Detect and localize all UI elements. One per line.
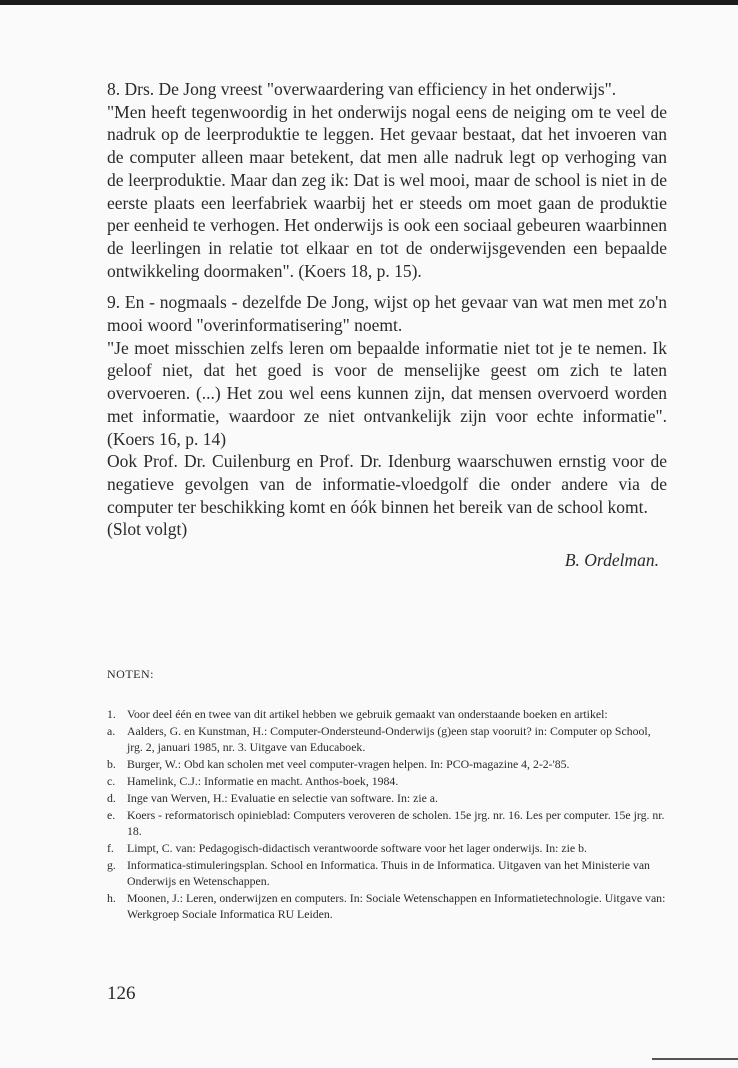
- note-item: [107, 756, 667, 772]
- bottom-edge-mark: [652, 1058, 738, 1060]
- notes-heading: NOTEN:: [107, 667, 154, 681]
- quote-de-jong-efficiency: "Men heeft tegenwoordig in het onderwijs nogal eens de neiging om te veel de nadruk op de leerproduktie te leggen. Het gevaar bestaat, dat het invoeren van de computer alleen maar betekent, dat men alle nadruk legt op verhoging van de leerproduktie. Maar dan zeg ik: Dat is wel mooi, maar de school is niet in de eerste plaats een leerfabriek waarbij het er steeds om moet gaan de produktie per eenheid te verhogen. Het onderwijs is ook een sociaal gebeuren waarbinnen de leerlingen in relatie tot elkaar en tot de onderwijsgevenden een bepaalde ontwikkeling doormaken". (Koers 18, p. 15).: [107, 101, 667, 281]
- note-item: [107, 807, 667, 839]
- note-text: Burger, W.: Obd kan scholen met veel computer-vragen helpen. In: PCO-magazine 4, 2-2-'85.: [127, 757, 570, 771]
- note-item: [107, 890, 667, 922]
- note-marker: a.: [107, 724, 116, 738]
- note-marker: d.: [107, 791, 116, 805]
- note-text: Limpt, C. van: Pedagogisch-didactisch verantwoorde software voor het lager onderwijs. In: zie b.: [127, 841, 587, 855]
- note-text: Inge van Werven, H.: Evaluatie en selectie van software. In: zie a.: [127, 791, 438, 805]
- paragraph-point-9: 9. En - nogmaals - dezelfde De Jong, wijst op het gevaar van wat men met zo'n mooi woord "overinformatisering" noemt.: [107, 292, 667, 336]
- note-marker: e.: [107, 808, 116, 822]
- note-text: Koers - reformatorisch opinieblad: Computers veroveren de scholen. 15e jrg. nr. 16. Les per computer. 15e jrg. nr. 18.: [127, 808, 665, 838]
- note-item: [107, 840, 667, 856]
- note-item: [107, 723, 667, 755]
- article-body: [107, 78, 667, 571]
- notes-list: [107, 706, 667, 922]
- note-text: Informatica-stimuleringsplan. School en Informatica. Thuis in de Informatica. Uitgaven van het Ministerie van Onderwijs en Wetenschappen.: [127, 858, 650, 888]
- note-marker: b.: [107, 757, 116, 771]
- note-text: Hamelink, C.J.: Informatie en macht. Anthos-boek, 1984.: [127, 774, 399, 788]
- note-item: [107, 790, 667, 806]
- note-item: [107, 857, 667, 889]
- note-marker: g.: [107, 858, 116, 872]
- note-text: Voor deel één en twee van dit artikel hebben we gebruik gemaakt van onderstaande boeken en artikel:: [127, 707, 608, 721]
- author-signature: B. Ordelman.: [564, 550, 659, 571]
- note-text: Aalders, G. en Kunstman, H.: Computer-Ondersteund-Onderwijs (g)een stap vooruit? in: Computer op School, jrg. 2, januari 1985, nr. 3. Uitgave van Educaboek.: [127, 724, 651, 754]
- note-marker: f.: [107, 841, 114, 855]
- note-marker: 1.: [107, 707, 116, 721]
- notes-section: [107, 667, 667, 923]
- note-item: [107, 773, 667, 789]
- note-text: Moonen, J.: Leren, onderwijzen en computers. In: Sociale Wetenschappen en Informatietechnologie. Uitgave van: Werkgroep Sociale Informatica RU Leiden.: [127, 891, 666, 921]
- top-border-rule: [0, 0, 738, 5]
- note-marker: h.: [107, 891, 116, 905]
- paragraph-point-8: 8. Drs. De Jong vreest "overwaardering van efficiency in het onderwijs".: [107, 79, 617, 99]
- paragraph-cuilenburg-idenburg: Ook Prof. Dr. Cuilenburg en Prof. Dr. Idenburg waarschuwen ernstig voor de negatieve gevolgen van de informatie-vloedgolf die onder andere via de computer ter beschikking komt en óók binnen het bereik van de school komt.: [107, 451, 667, 517]
- quote-de-jong-overinformatisering: "Je moet misschien zelfs leren om bepaalde informatie niet tot je te nemen. Ik geloof niet, dat het goed is voor de menselijke geest om zich te laten overvoeren. (...) Het zou wel eens kunnen zijn, dat mensen overvoerd worden met informatie, waardoor ze niet ontvankelijk zijn voor echte informatie". (Koers 16, p. 14): [107, 337, 667, 449]
- note-marker: c.: [107, 774, 116, 788]
- note-item: [107, 706, 667, 722]
- slot-volgt-note: (Slot volgt): [107, 519, 188, 540]
- page-number: 126: [107, 983, 136, 1004]
